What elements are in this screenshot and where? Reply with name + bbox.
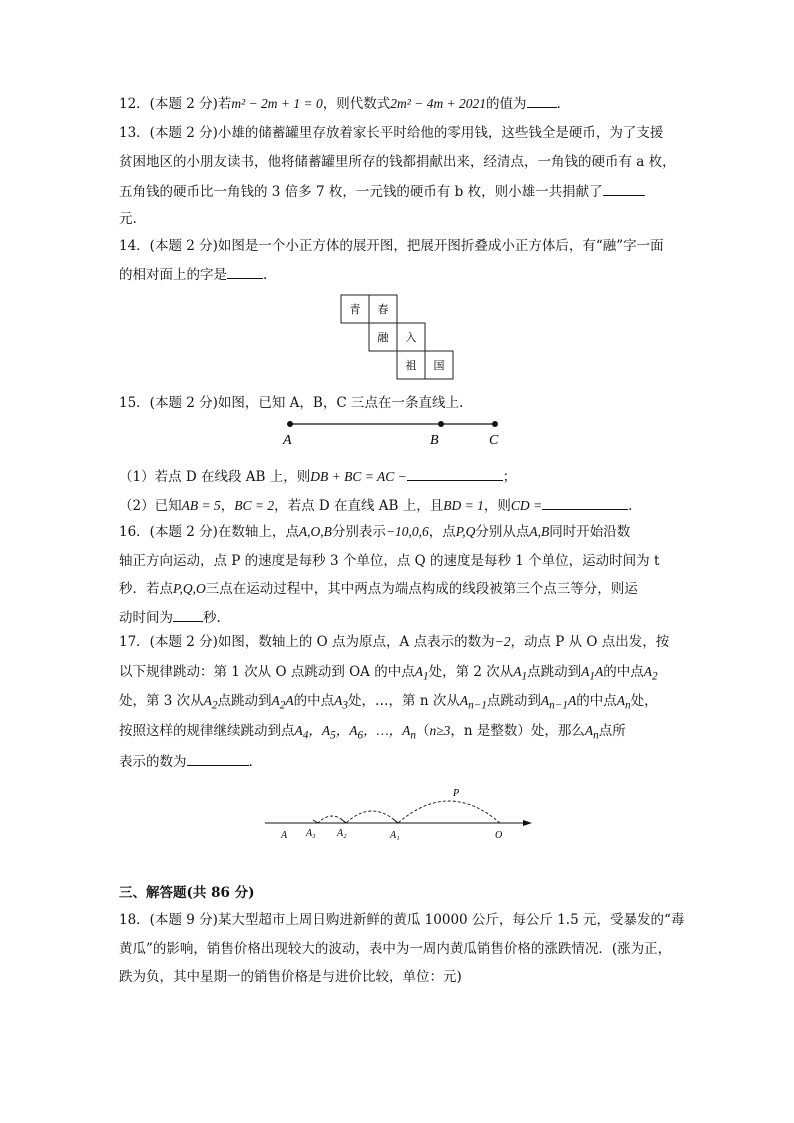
q15-cd-formula: CD = — [510, 498, 543, 513]
label-a: A — [283, 433, 292, 448]
q13-line-4: 元. — [119, 211, 137, 227]
q16-values: −10,0,6 — [385, 524, 429, 539]
q17-period: . — [248, 754, 253, 770]
q15-bc-value: BC = 2 — [234, 498, 275, 513]
q15-segment-figure — [278, 415, 508, 449]
net-face-2: 春 — [377, 303, 389, 316]
net-face-4: 入 — [405, 331, 417, 344]
q15-part-2-end: . — [628, 498, 633, 514]
point-a — [287, 421, 293, 427]
label-p: P — [453, 788, 460, 799]
q17-line-3-b: 点跳动到 — [217, 693, 272, 709]
q16-three-points: P,Q,O — [173, 581, 206, 596]
q12 — [119, 94, 561, 113]
label-a2: A₂ — [337, 828, 347, 839]
q12-expression: 2m² − 4m + 2021 — [390, 96, 487, 111]
q16-text-e: 同时开始沿数 — [549, 524, 631, 540]
q15-part-1-text: （1）若点 D 在线段 AB 上，则 — [119, 469, 311, 485]
q14-line-1: 14．(本题 2 分)如图是一个小正方体的展开图，把展开图折叠成小正方体后，有“融”字一面 — [119, 238, 664, 254]
q15-part-2-text-a: （2）已知 — [119, 498, 182, 514]
q16-line-1 — [119, 523, 630, 541]
q14-answer-blank[interactable] — [227, 265, 263, 279]
q17-a-value: −2 — [494, 634, 511, 649]
q14-line-2-text: 的相对面上的字是 — [119, 267, 227, 283]
q18-line-3: 跌为负，其中星期一的销售价格是与进价比较，单位：元) — [119, 969, 462, 985]
q17-line-5 — [119, 752, 253, 771]
q16-text-b: 分别表示 — [331, 524, 386, 540]
label-b: B — [430, 433, 439, 448]
jump-arc-2 — [346, 811, 398, 823]
q16-text-c: ，点 — [428, 524, 456, 540]
q16-line-3-a: 秒．若点 — [119, 581, 173, 597]
q15-part-2-blank[interactable] — [542, 496, 628, 510]
q16-text-a: 16．(本题 2 分)在数轴上，点 — [119, 524, 299, 540]
q17-line-3-f: 的中点 — [576, 693, 617, 709]
q12-equation: m² − 2m + 1 = 0 — [231, 96, 323, 111]
q16-line-3 — [119, 580, 638, 598]
arrowhead-a2 — [341, 819, 346, 823]
q14-period: . — [263, 267, 268, 283]
q17-line-4-c: ，n 是整数）处，那么 — [450, 723, 585, 739]
q16-moving-points: P,Q — [455, 524, 476, 539]
q14-line-2 — [119, 265, 267, 284]
jump-arc-1 — [398, 801, 500, 823]
q16-points: A,O,B — [298, 524, 332, 539]
q16-answer-blank[interactable] — [173, 608, 203, 622]
q17-line-3-d: 处，…，第 n 次从 — [348, 693, 460, 709]
q17-line-5-text: 表示的数为 — [119, 754, 187, 770]
q15-part-2-text-c: ，若点 D 在直线 AB 上，且 — [274, 498, 444, 514]
q12-text-c: 的值为 — [486, 96, 527, 112]
q16-text-d: 分别从点 — [475, 524, 530, 540]
q13-answer-blank[interactable] — [603, 182, 645, 196]
q15-part-2 — [119, 496, 632, 515]
q17-line-3-e: 点跳动到 — [486, 693, 541, 709]
q17-answer-blank[interactable] — [187, 752, 249, 766]
arrowhead-a1 — [393, 819, 398, 823]
point-c — [492, 421, 498, 427]
q12-period: . — [556, 96, 561, 112]
q17-number-line-figure — [262, 783, 537, 845]
q15-part-2-text-b: ， — [220, 498, 235, 514]
q15-part-1 — [119, 467, 516, 486]
net-face-5: 祖 — [405, 359, 417, 372]
q15-part-1-end: ； — [502, 469, 517, 485]
q15-part-1-blank[interactable] — [407, 467, 503, 481]
q17-line-3-c: 的中点 — [293, 693, 335, 709]
label-o: O — [495, 830, 503, 841]
q17-line-4-a: 按照这样的规律继续跳动到点 — [119, 723, 295, 739]
section-3-title: 三、解答题(共 86 分) — [119, 885, 255, 901]
q18-line-2: 黄瓜”的影响，销售价格出现较大的波动，表中为一周内黄瓜销售价格的涨跌情况．(涨为正， — [119, 941, 672, 957]
q17-line-2-d: 的中点 — [603, 664, 644, 680]
q13-line-3-text: 五角钱的硬币比一角钱的 3 倍多 7 枚，一元钱的硬币有 b 枚，则小雄一共捐献了 — [119, 184, 603, 200]
q17-line-1 — [119, 633, 669, 651]
label-a3: A₃ — [306, 828, 316, 839]
q17-line-2-a: 以下规律跳动：第 1 次从 O 点跳动到 OA 的中点 — [119, 664, 415, 680]
axis-arrow — [523, 820, 532, 826]
q13-line-3 — [119, 182, 645, 201]
q15-ab-value: AB = 5 — [181, 498, 221, 513]
q13-line-2: 贫困地区的小朋友读书，他将储蓄罐里所存的钱都捐献出来，经清点，一角钱的硬币有 a 枚， — [119, 154, 676, 170]
q17-line-3-g: 处， — [630, 693, 658, 709]
q17-line-4-d: 点所 — [598, 723, 626, 739]
q17-line-4: 按照这样的规律继续跳动到点$A_4$，$A_5$，$A_6$，…，$A_n(n\ge 3$，n 是整数）处，那么$A_n$点所 — [119, 723, 626, 742]
q16-line-4 — [119, 608, 221, 627]
label-a1: A₁ — [390, 830, 400, 841]
q17-condition: n≥3 — [429, 723, 451, 738]
q16-line-4-b: 秒. — [203, 610, 221, 626]
q17-line-1-a: 17．(本题 2 分)如图，数轴上的 O 点为原点，A 点表示的数为 — [119, 634, 495, 650]
net-face-6: 国 — [433, 359, 445, 372]
label-c: C — [489, 433, 499, 448]
q18-line-1: 18．(本题 9 分)某大型超市上周日购进新鲜的黄瓜 10000 公斤，每公斤 1.5 元，受暴发的“毒 — [119, 912, 685, 928]
q12-text-b: ，则代数式 — [322, 96, 391, 112]
q16-start-points: A,B — [529, 524, 550, 539]
q15-line-1: 15．(本题 2 分)如图，已知 A，B，C 三点在一条直线上. — [119, 395, 464, 411]
q13-line-1: 13．(本题 2 分)小雄的储蓄罐里存放着家长平时给他的零用钱，这些钱全是硬币，为了支援 — [119, 125, 664, 141]
q17-line-2: 以下规律跳动：第 1 次从 O 点跳动到 OA 的中点$A_1$处，第 2 次从$A_1$点跳动到$A_1A$的中点$A_2$ — [119, 664, 658, 683]
q17-line-4-b: （ — [416, 723, 430, 739]
q15-bd-value: BD = 1 — [443, 498, 484, 513]
q12-answer-blank[interactable] — [527, 94, 557, 108]
cube-net-figure — [340, 294, 455, 382]
q16-line-4-a: 动时间为 — [119, 610, 173, 626]
point-b — [438, 421, 444, 427]
q17-line-3: 处，第 3 次从$A_2$点跳动到$A_2A$的中点$A_3$处，…，第 n 次从$A_{n-1}$点跳动到$A_{n-1}A$的中点$A_n$处， — [119, 693, 658, 712]
q17-line-1-b: ，动点 P 从 O 点出发，按 — [510, 634, 670, 650]
q17-line-2-b: 处，第 2 次从 — [428, 664, 514, 680]
q12-text-a: 12．(本题 2 分)若 — [119, 96, 232, 112]
q15-part-1-formula: DB + BC = AC − — [310, 469, 407, 484]
net-face-1: 青 — [349, 303, 361, 316]
q17-line-3-a: 处，第 3 次从 — [119, 693, 204, 709]
q15-part-2-text-d: ，则 — [483, 498, 511, 514]
q16-line-2: 轴正方向运动，点 P 的速度是每秒 3 个单位，点 Q 的速度是每秒 1 个单位，运动时间为 t — [119, 553, 660, 569]
q16-line-3-b: 三点在运动过程中，其中两点为端点构成的线段被第三个点三等分，则运 — [205, 581, 638, 597]
label-a-point: A — [281, 830, 288, 841]
net-face-3: 融 — [377, 331, 389, 344]
q17-line-2-c: 点跳动到 — [527, 664, 582, 680]
